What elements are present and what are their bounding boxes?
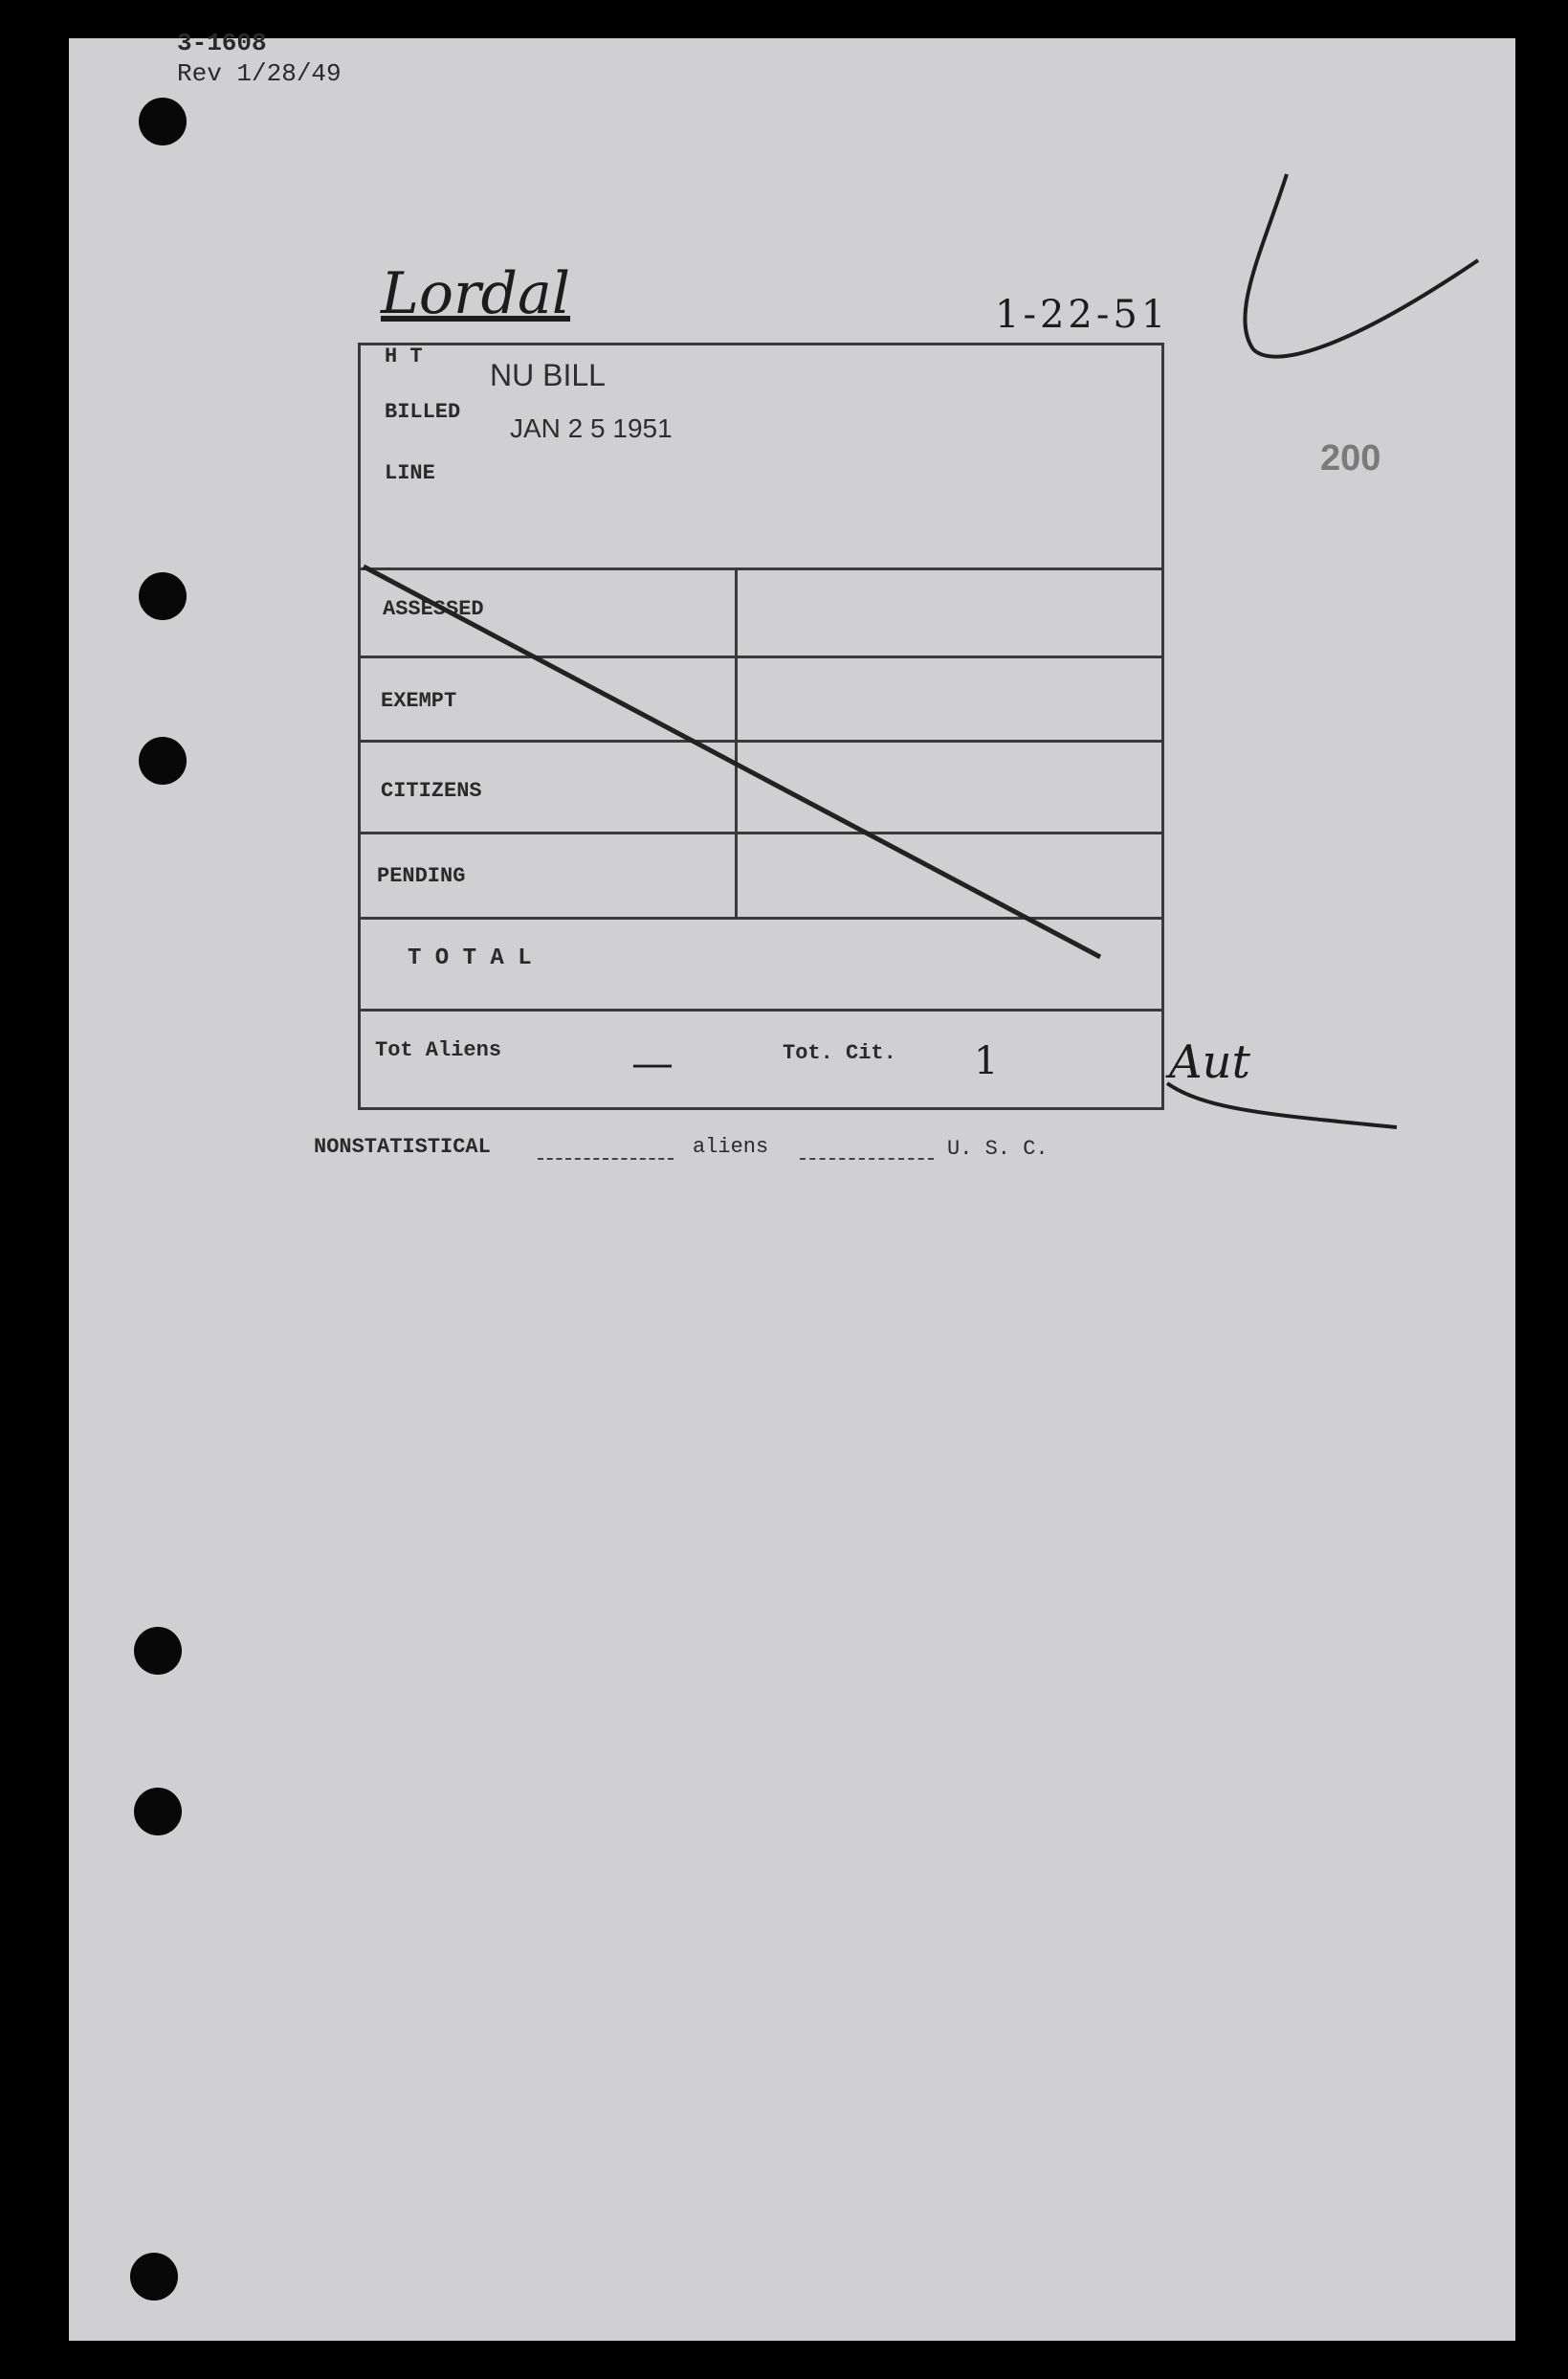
handwritten-date: 1-22-51 <box>995 293 1170 337</box>
initials-underline-stroke <box>1167 1083 1397 1127</box>
usc-label: U. S. C. <box>947 1137 1049 1161</box>
table-row-label: EXEMPT <box>381 689 457 713</box>
handwritten-initials: Aut <box>1169 1035 1250 1089</box>
billed-date-stamp: JAN 2 5 1951 <box>510 413 673 443</box>
table-row-label: ASSESSED <box>383 597 484 621</box>
total-label: T O T A L <box>408 945 532 971</box>
handwritten-name: Lordal <box>381 260 571 327</box>
nonstatistical-label: NONSTATISTICAL <box>314 1135 491 1159</box>
tot-cit-label: Tot. Cit. <box>783 1041 896 1065</box>
stamp-number: 200 <box>1320 438 1381 478</box>
tot-aliens-label: Tot Aliens <box>375 1038 502 1062</box>
checkmark-stroke <box>1245 174 1478 357</box>
tot-cit-value: 1 <box>974 1039 999 1083</box>
form-revision: Rev 1/28/49 <box>177 59 342 88</box>
nu-bill-stamp: NU BILL <box>490 358 606 392</box>
billed-label: BILLED <box>385 400 461 424</box>
aliens-label: aliens <box>693 1135 769 1159</box>
table-row-label: PENDING <box>377 864 466 888</box>
tot-aliens-value: — <box>631 1039 674 1088</box>
line-label: LINE <box>385 461 435 485</box>
form-number: 3-1608 <box>177 29 267 57</box>
ht-label: H T <box>385 345 423 368</box>
table-row-label: CITIZENS <box>381 779 482 803</box>
diagonal-strike-line <box>364 567 1100 957</box>
